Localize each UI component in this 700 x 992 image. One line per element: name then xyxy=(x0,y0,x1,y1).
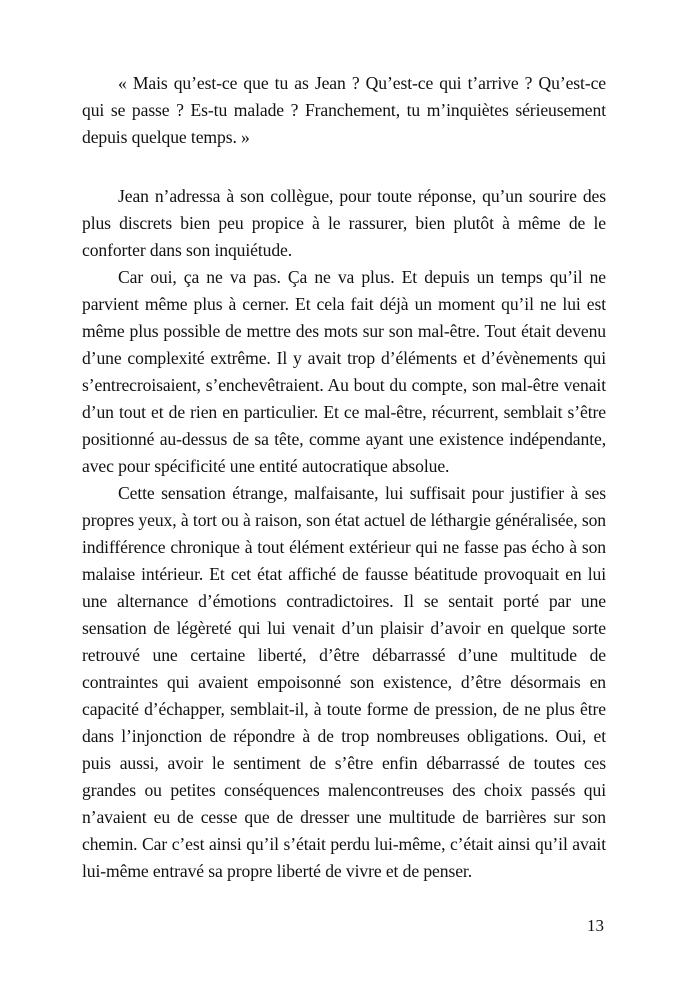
body-paragraph-1: Jean n’adressa à son collègue, pour toute réponse, qu’un sourire des plus discrets bien peu propice à le rassurer, bien plutôt à même de le conforter dans son inquiétude. xyxy=(82,186,606,260)
page-number: 13 xyxy=(587,916,604,935)
section-gap xyxy=(82,151,606,183)
document-body xyxy=(82,70,606,885)
body-paragraph-3: Cette sensation étrange, malfaisante, lui suffisait pour justifier à ses propres yeux, à tort ou à raison, son état actuel de léthargie généralisée, son indifférence chronique à tout élément extérieur qui ne fasse pas écho à son malaise intérieur. Et cet état affiché de fausse béatitude provoquait en lui une alternance d’émotions contradictoires. Il se sentait porté par une sensation de légèreté qui lui venait d’un plaisir d’avoir en quelque sorte retrouvé une certaine liberté, d’être débarrassé d’une multitude de contraintes qui avaient empoisonné son existence, d’être désormais en capacité d’échapper, semblait-il, à toute forme de pression, de ne plus être dans l’injonction de répondre à de trop nombreuses obligations. Oui, et puis aussi, avoir le sentiment de s’être enfin débarrassé de toutes ces grandes ou petites conséquences malencontreuses des choix passés qui n’avaient eu de cesse que de dresser une multitude de barrières sur son chemin. Car c’est ainsi qu’il s’était perdu lui-même, c’était ainsi qu’il avait lui-même entravé sa propre liberté de vivre et de penser. xyxy=(82,483,606,881)
body-paragraph-2: Car oui, ça ne va pas. Ça ne va plus. Et depuis un temps qu’il ne parvient même plus à cerner. Et cela fait déjà un moment qu’il ne lui est même plus possible de mettre des mots sur son mal-être. Tout était devenu d’une complexité extrême. Il y avait trop d’éléments et d’évènements qui s’entrecroisaient, s’enchevêtraient. Au bout du compte, son mal-être venait d’un tout et de rien en particulier. Et ce mal-être, récurrent, semblait s’être positionné au-dessus de sa tête, comme ayant une existence indépendante, avec pour spécificité une entité autocratique absolue. xyxy=(82,267,606,476)
dialogue-paragraph: « Mais qu’est-ce que tu as Jean ? Qu’est-ce qui t’arrive ? Qu’est-ce qui se passe ? Es-tu malade ? Franchement, tu m’inquiètes sérieusement depuis quelque temps. » xyxy=(82,73,606,147)
